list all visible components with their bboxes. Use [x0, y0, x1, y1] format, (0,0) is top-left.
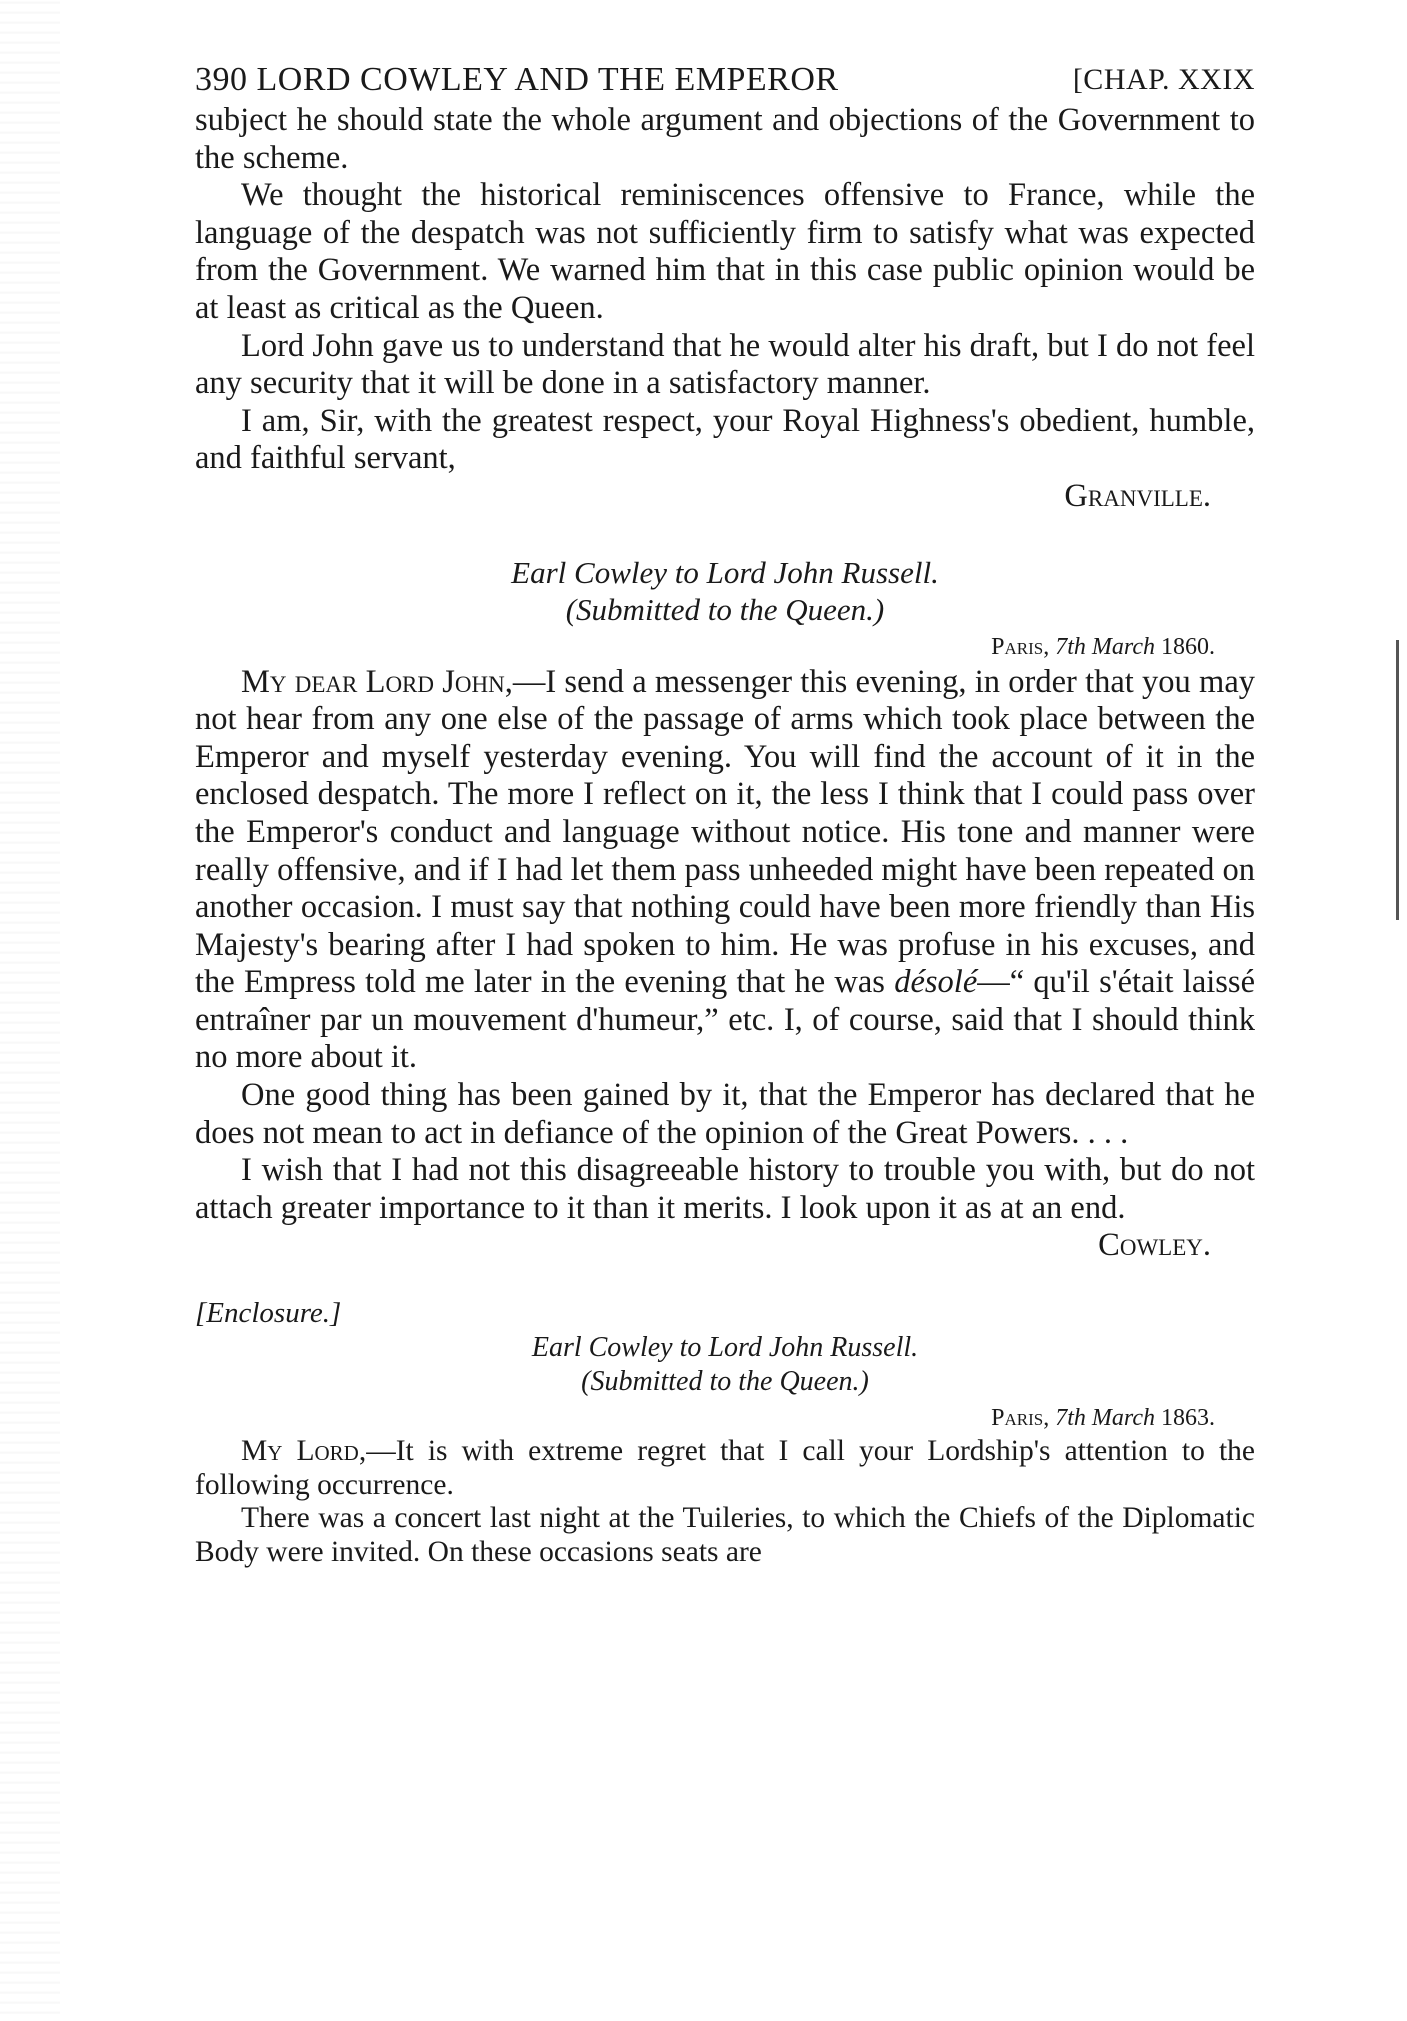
scan-edge-mark: [1396, 640, 1399, 920]
book-page: [195, 58, 1255, 1569]
running-head: [195, 58, 1255, 102]
letter1-dateline: [195, 630, 1215, 664]
letter1-title: Earl Cowley to Lord John Russell.: [511, 554, 939, 590]
letter1-paragraph-3: I wish that I had not this disagreeable history to trouble you with, but do not attach greater importance to it than it merits. I look upon it as at an end.: [195, 1152, 1255, 1226]
paragraph-lord-john: Lord John gave us to understand that he would alter his draft, but I do not feel any security that it will be done in a satisfactory manner.: [195, 327, 1255, 402]
letter1-place: Paris,: [991, 633, 1050, 660]
letter1-year: 1860.: [1161, 633, 1215, 660]
signature-line-cowley: [195, 1227, 1255, 1265]
letter2-date: 7th March: [1055, 1405, 1155, 1432]
signature-granville: Granville.: [1064, 477, 1211, 514]
letter2-place: Paris,: [991, 1405, 1050, 1432]
running-head-title: 390 LORD COWLEY AND THE EMPEROR: [195, 61, 839, 98]
letter1-salutation: My dear Lord John,: [241, 663, 513, 700]
paragraph-continuation: subject he should state the whole argument and objections of the Government to the scheme.: [195, 102, 1255, 176]
scan-margin-speckle: [0, 0, 60, 2021]
closing-text: I am, Sir, with the greatest respect, your Royal Highness's obedient, humble, and faithful servant,: [195, 402, 1255, 477]
signature-line-granville: [195, 478, 1255, 516]
letter2-paragraph-2: There was a concert last night at the Tuileries, to which the Chiefs of the Diplomatic Body were invited. On these occasions seats are: [195, 1502, 1255, 1568]
letter2-paragraph-1: [195, 1435, 1255, 1502]
running-head-chapter: [CHAP. XXIX: [1072, 63, 1255, 96]
letter1-subtitle: (Submitted to the Queen.): [565, 591, 885, 627]
letter1-date: 7th March: [1055, 633, 1155, 660]
letter2-p1-text: —It is with extreme regret that I call your Lordship's attention to the following occurrence.: [195, 1435, 1255, 1501]
letter1-p1-italic: désolé: [894, 964, 978, 1001]
paragraph-reminiscences: We thought the historical reminiscences offensive to France, while the language of the despatch was not sufficiently firm to satisfy what was expected from the Government. We warned him that in this case public opinion would be at least as critical as the Queen.: [195, 177, 1255, 326]
signature-cowley: Cowley.: [1098, 1227, 1211, 1264]
letter1-paragraph-1: [195, 664, 1255, 1078]
letter1-p1-text: —I send a messenger this evening, in order that you may not hear from any one else of the passage of arms which took place between the Emperor and myself yesterday evening. You will find the account of it in the enclosed despatch. The more I reflect on it, the less I think that I could pass over the Emperor's conduct and language without notice. His tone and manner were really offensive, and if I had let them pass unheeded might have been repeated on another occasion. I must say that nothing could have been more friendly than His Majesty's bearing after I had spoken to him. He was profuse in his excuses, and the Empress told me later in the evening that he was: [195, 663, 1255, 1001]
letter2-year: 1863.: [1161, 1405, 1215, 1432]
letter1-p1-end: —“ qu'il s'était laissé entraîner par un mouvement d'humeur,” etc. I, of course, said that I should think no more about it.: [195, 964, 1255, 1076]
letter2-dateline: [195, 1401, 1215, 1435]
paragraph-closing: [195, 403, 1255, 478]
letter2-subtitle: (Submitted to the Queen.): [581, 1366, 869, 1398]
letter2-title: Earl Cowley to Lord John Russell.: [531, 1332, 919, 1364]
enclosure-label: [Enclosure.]: [195, 1297, 342, 1330]
letter1-paragraph-2: One good thing has been gained by it, that the Emperor has declared that he does not mean to act in defiance of the opinion of the Great Powers. . . .: [195, 1077, 1255, 1151]
letter2-salutation: My Lord,: [241, 1435, 367, 1468]
